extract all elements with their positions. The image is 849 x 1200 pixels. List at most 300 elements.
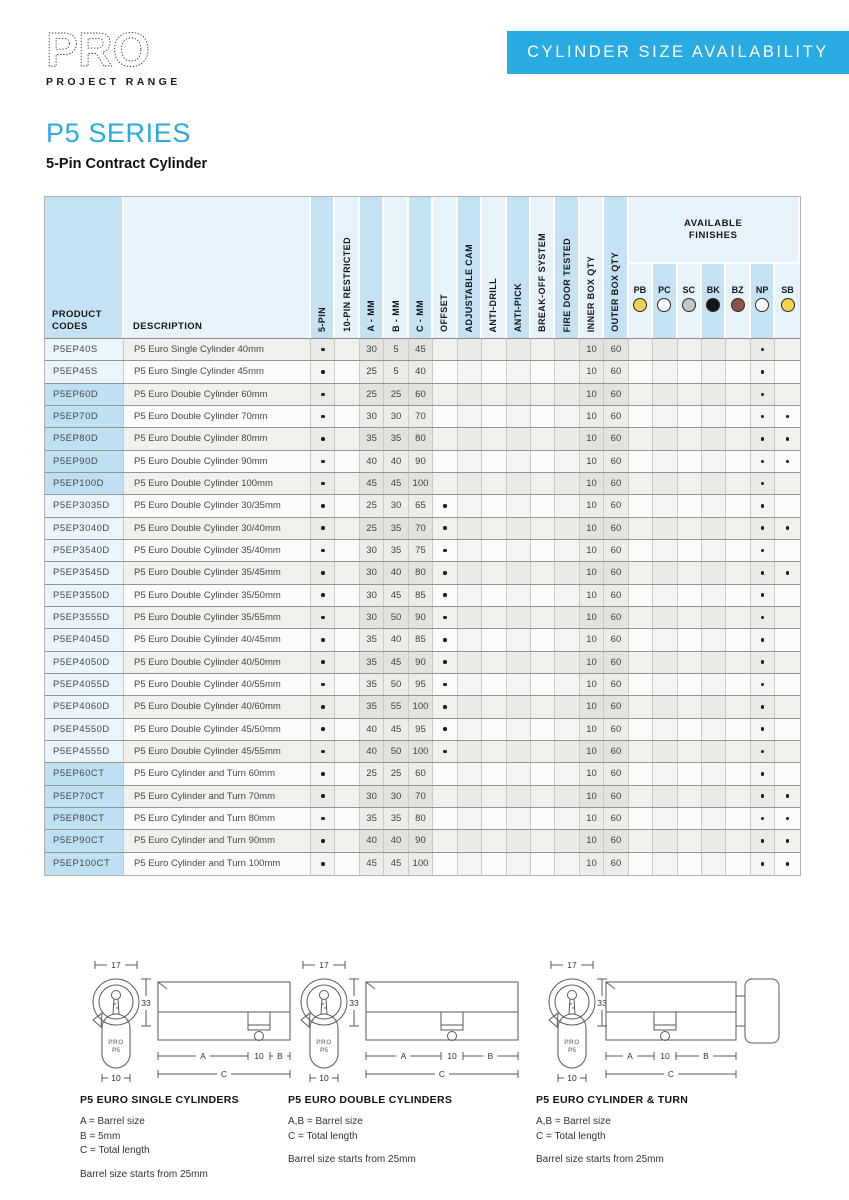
anti_pick-cell	[507, 473, 531, 494]
finish-cell-PB	[629, 585, 653, 606]
svg-text:P5: P5	[112, 1047, 120, 1054]
finish-cell-NP	[751, 451, 775, 472]
product-code-cell: P5EP4550D	[45, 719, 124, 740]
a-cell: 30	[360, 406, 384, 427]
feature-dot	[321, 727, 325, 731]
description-cell: P5 Euro Double Cylinder 45/55mm	[124, 741, 311, 762]
c-cell: 85	[409, 629, 433, 650]
finish-cell-PC	[653, 518, 677, 539]
finish-cell-SB	[775, 853, 799, 875]
adj_cam-cell	[458, 763, 482, 784]
finish-cell-BK	[702, 562, 726, 583]
dim-right: B	[703, 1051, 709, 1061]
finish-dot	[761, 504, 765, 508]
inner-cell: 10	[580, 808, 604, 829]
finish-header-SB	[775, 264, 799, 338]
offset-cell	[433, 361, 457, 382]
finish-cell-NP	[751, 406, 775, 427]
five_pin-cell	[311, 830, 335, 851]
dim-total: C	[220, 1069, 228, 1079]
column-header-label: BREAK-OFF SYSTEM	[537, 233, 548, 332]
finish-cell-SC	[678, 473, 702, 494]
finish-cell-SC	[678, 339, 702, 360]
feature-dot	[443, 616, 447, 620]
available-finishes-header	[629, 197, 800, 264]
adj_cam-cell	[458, 719, 482, 740]
anti_pick-cell	[507, 540, 531, 561]
inner-cell: 10	[580, 384, 604, 405]
five_pin-cell	[311, 629, 335, 650]
ten_pin-cell	[335, 562, 359, 583]
b-cell: 50	[384, 674, 408, 695]
inner-cell: 10	[580, 629, 604, 650]
finish-cell-SB	[775, 585, 799, 606]
finish-cell-NP	[751, 339, 775, 360]
finish-cell-NP	[751, 384, 775, 405]
ten_pin-cell	[335, 607, 359, 628]
finish-cell-SB	[775, 830, 799, 851]
dim-face-depth: 10	[111, 1073, 121, 1083]
finish-cell-PC	[653, 384, 677, 405]
product-code-cell: P5EP4045D	[45, 629, 124, 650]
b-cell: 45	[384, 719, 408, 740]
finish-cell-SB	[775, 518, 799, 539]
table-row	[45, 629, 800, 651]
finish-dot	[761, 593, 765, 597]
product-code-cell: P5EP90CT	[45, 830, 124, 851]
c-cell: 60	[409, 384, 433, 405]
feature-dot	[443, 683, 447, 687]
offset-cell	[433, 786, 457, 807]
a-cell: 35	[360, 674, 384, 695]
c-cell: 80	[409, 808, 433, 829]
a-cell: 40	[360, 741, 384, 762]
column-header-ten_pin	[335, 197, 359, 338]
diagram-legend-line: C = Total length	[536, 1130, 606, 1142]
ten_pin-cell	[335, 473, 359, 494]
c-cell: 100	[409, 473, 433, 494]
svg-text:P5: P5	[320, 1047, 328, 1054]
feature-dot	[321, 616, 325, 620]
finish-cell-NP	[751, 607, 775, 628]
inner-cell: 10	[580, 406, 604, 427]
a-cell: 25	[360, 361, 384, 382]
finish-cell-SC	[678, 406, 702, 427]
anti_drill-cell	[482, 473, 506, 494]
anti_drill-cell	[482, 406, 506, 427]
five_pin-cell	[311, 719, 335, 740]
b-cell: 45	[384, 473, 408, 494]
b-cell: 35	[384, 428, 408, 449]
fire_door-cell	[555, 719, 579, 740]
outer-cell: 60	[604, 562, 628, 583]
finish-cell-PC	[653, 585, 677, 606]
finish-cell-SB	[775, 786, 799, 807]
finish-cell-BK	[702, 652, 726, 673]
finish-cell-PC	[653, 763, 677, 784]
description-cell: P5 Euro Double Cylinder 40/50mm	[124, 652, 311, 673]
description-cell: P5 Euro Double Cylinder 40/55mm	[124, 674, 311, 695]
finish-cell-BK	[702, 540, 726, 561]
finish-cell-PB	[629, 696, 653, 717]
anti_drill-cell	[482, 853, 506, 875]
dim-center: 10	[254, 1051, 264, 1061]
outer-cell: 60	[604, 495, 628, 516]
adj_cam-cell	[458, 853, 482, 875]
column-header-label: OUTER BOX QTY	[610, 252, 621, 332]
diagram-title: P5 EURO DOUBLE CYLINDERS	[288, 1094, 453, 1106]
anti_drill-cell	[482, 652, 506, 673]
five_pin-cell	[311, 696, 335, 717]
finish-dot	[761, 482, 765, 486]
anti_drill-cell	[482, 585, 506, 606]
finish-swatch-NP	[755, 298, 769, 312]
offset-cell	[433, 428, 457, 449]
anti_pick-cell	[507, 518, 531, 539]
finish-cell-PC	[653, 495, 677, 516]
double-cylinder-drawing	[288, 956, 528, 1088]
feature-dot	[321, 593, 325, 597]
feature-dot	[443, 705, 447, 709]
finish-cell-SC	[678, 384, 702, 405]
feature-dot	[321, 705, 325, 709]
c-cell: 45	[409, 339, 433, 360]
finish-cell-NP	[751, 674, 775, 695]
finish-dot	[761, 705, 765, 709]
anti_drill-cell	[482, 763, 506, 784]
b-cell: 30	[384, 406, 408, 427]
finish-cell-BK	[702, 808, 726, 829]
finish-cell-BK	[702, 473, 726, 494]
inner-cell: 10	[580, 518, 604, 539]
offset-cell	[433, 495, 457, 516]
finish-dot	[761, 862, 765, 866]
column-header-c	[409, 197, 433, 338]
finish-cell-SC	[678, 629, 702, 650]
fire_door-cell	[555, 808, 579, 829]
anti_drill-cell	[482, 830, 506, 851]
diagram-note: Barrel size starts from 25mm	[288, 1154, 416, 1165]
product-code-cell: P5EP40S	[45, 339, 124, 360]
feature-dot	[321, 862, 325, 866]
product-code-cell: P5EP3035D	[45, 495, 124, 516]
anti_drill-cell	[482, 607, 506, 628]
feature-dot	[443, 660, 447, 664]
dim-center: 10	[447, 1051, 457, 1061]
column-header-label: C - MM	[414, 300, 425, 332]
finish-dot	[761, 460, 765, 464]
finish-cell-PC	[653, 674, 677, 695]
anti_drill-cell	[482, 451, 506, 472]
product-code-cell: P5EP80CT	[45, 808, 124, 829]
offset-cell	[433, 830, 457, 851]
finish-dot	[761, 794, 765, 798]
c-cell: 75	[409, 540, 433, 561]
finish-cell-BZ	[726, 339, 750, 360]
product-code-cell: P5EP60D	[45, 384, 124, 405]
feature-dot	[321, 504, 325, 508]
outer-cell: 60	[604, 696, 628, 717]
diagram-note: Barrel size starts from 25mm	[80, 1168, 208, 1180]
finish-cell-NP	[751, 473, 775, 494]
b-cell: 50	[384, 607, 408, 628]
outer-cell: 60	[604, 384, 628, 405]
offset-cell	[433, 406, 457, 427]
finish-cell-SC	[678, 585, 702, 606]
outer-cell: 60	[604, 830, 628, 851]
outer-cell: 60	[604, 585, 628, 606]
finish-cell-PB	[629, 674, 653, 695]
break_off-cell	[531, 607, 555, 628]
finish-dot	[761, 817, 765, 821]
table-row	[45, 540, 800, 562]
adj_cam-cell	[458, 540, 482, 561]
break_off-cell	[531, 428, 555, 449]
finish-cell-BK	[702, 741, 726, 762]
table-row	[45, 361, 800, 383]
anti_drill-cell	[482, 540, 506, 561]
column-header-fire_door	[555, 197, 579, 338]
finish-swatch-PC	[657, 298, 671, 312]
a-cell: 45	[360, 853, 384, 875]
table-row	[45, 763, 800, 785]
column-header-a	[360, 197, 384, 338]
ten_pin-cell	[335, 384, 359, 405]
finish-cell-SB	[775, 361, 799, 382]
break_off-cell	[531, 786, 555, 807]
finish-dot	[786, 862, 790, 866]
dim-face-height: 33	[597, 998, 607, 1008]
five_pin-cell	[311, 674, 335, 695]
dim-face-depth: 10	[567, 1073, 577, 1083]
anti_pick-cell	[507, 652, 531, 673]
table-row	[45, 741, 800, 763]
adj_cam-cell	[458, 451, 482, 472]
break_off-cell	[531, 339, 555, 360]
feature-dot	[443, 504, 447, 508]
finish-code-label: NP	[755, 285, 769, 295]
product-code-cell: P5EP4555D	[45, 741, 124, 762]
ten_pin-cell	[335, 540, 359, 561]
finish-cell-SB	[775, 473, 799, 494]
spec-table	[44, 196, 801, 876]
feature-dot	[443, 750, 447, 754]
finish-cell-SC	[678, 719, 702, 740]
table-row	[45, 786, 800, 808]
break_off-cell	[531, 830, 555, 851]
anti_pick-cell	[507, 361, 531, 382]
five_pin-cell	[311, 406, 335, 427]
b-cell: 45	[384, 652, 408, 673]
column-header-five_pin	[311, 197, 335, 338]
finish-cell-PB	[629, 562, 653, 583]
finish-cell-BZ	[726, 451, 750, 472]
fire_door-cell	[555, 451, 579, 472]
anti_pick-cell	[507, 339, 531, 360]
finish-cell-SB	[775, 674, 799, 695]
finish-cell-SB	[775, 451, 799, 472]
finish-dot	[761, 660, 765, 664]
finish-cell-NP	[751, 741, 775, 762]
finish-cell-SC	[678, 763, 702, 784]
finish-swatch-SC	[682, 298, 696, 312]
outer-cell: 60	[604, 719, 628, 740]
break_off-cell	[531, 495, 555, 516]
finish-cell-SC	[678, 696, 702, 717]
dim-face-depth: 10	[319, 1073, 329, 1083]
inner-cell: 10	[580, 853, 604, 875]
finish-cell-PC	[653, 786, 677, 807]
finish-cell-NP	[751, 786, 775, 807]
five_pin-cell	[311, 384, 335, 405]
finish-cell-PB	[629, 607, 653, 628]
adj_cam-cell	[458, 808, 482, 829]
product-code-cell: P5EP100CT	[45, 853, 124, 875]
fire_door-cell	[555, 786, 579, 807]
table-row	[45, 495, 800, 517]
feature-dot	[443, 638, 447, 642]
break_off-cell	[531, 361, 555, 382]
finish-cell-SB	[775, 406, 799, 427]
fire_door-cell	[555, 406, 579, 427]
dim-right: B	[487, 1051, 494, 1061]
inner-cell: 10	[580, 473, 604, 494]
finish-cell-NP	[751, 361, 775, 382]
column-header-label: 10-PIN RESTRICTED	[341, 237, 352, 332]
finish-cell-PC	[653, 361, 677, 382]
finish-cell-BK	[702, 428, 726, 449]
b-cell: 40	[384, 562, 408, 583]
inner-cell: 10	[580, 495, 604, 516]
offset-cell	[433, 674, 457, 695]
anti_pick-cell	[507, 719, 531, 740]
inner-cell: 10	[580, 830, 604, 851]
c-cell: 80	[409, 562, 433, 583]
feature-dot	[321, 660, 325, 664]
feature-dot	[321, 482, 325, 486]
inner-cell: 10	[580, 674, 604, 695]
finish-cell-PB	[629, 808, 653, 829]
ten_pin-cell	[335, 652, 359, 673]
banner-title: CYLINDER SIZE AVAILABILITY	[527, 43, 829, 61]
fire_door-cell	[555, 562, 579, 583]
finish-cell-BZ	[726, 629, 750, 650]
finish-cell-SB	[775, 562, 799, 583]
finish-dot	[761, 638, 765, 642]
a-cell: 25	[360, 518, 384, 539]
description-cell: P5 Euro Single Cylinder 40mm	[124, 339, 311, 360]
adj_cam-cell	[458, 741, 482, 762]
five_pin-cell	[311, 808, 335, 829]
feature-dot	[321, 772, 325, 776]
adj_cam-cell	[458, 629, 482, 650]
table-row	[45, 518, 800, 540]
column-header-label: INNER BOX QTY	[586, 255, 597, 332]
finish-dot	[786, 794, 790, 798]
column-header-label: ANTI-PICK	[512, 282, 523, 332]
anti_drill-cell	[482, 339, 506, 360]
inner-cell: 10	[580, 562, 604, 583]
finish-cell-BZ	[726, 719, 750, 740]
c-cell: 80	[409, 428, 433, 449]
dim-face-width: 17	[319, 960, 329, 970]
finish-dot	[761, 839, 765, 843]
diagram-legend	[80, 1115, 300, 1159]
finish-cell-PB	[629, 428, 653, 449]
finish-dot	[761, 750, 765, 754]
finish-cell-NP	[751, 540, 775, 561]
product-code-cell: P5EP3550D	[45, 585, 124, 606]
inner-cell: 10	[580, 652, 604, 673]
a-cell: 40	[360, 830, 384, 851]
dim-face-height: 33	[349, 998, 359, 1008]
b-cell: 25	[384, 763, 408, 784]
break_off-cell	[531, 406, 555, 427]
a-cell: 35	[360, 428, 384, 449]
description-cell: P5 Euro Double Cylinder 80mm	[124, 428, 311, 449]
fire_door-cell	[555, 763, 579, 784]
finish-cell-BK	[702, 361, 726, 382]
table-row	[45, 384, 800, 406]
break_off-cell	[531, 763, 555, 784]
finish-cell-PB	[629, 629, 653, 650]
table-row	[45, 652, 800, 674]
finish-cell-BK	[702, 629, 726, 650]
finish-cell-SC	[678, 808, 702, 829]
diagram-legend-line: A = Barrel size	[80, 1116, 145, 1127]
anti_pick-cell	[507, 808, 531, 829]
inner-cell: 10	[580, 361, 604, 382]
offset-cell	[433, 629, 457, 650]
finish-dot	[786, 839, 790, 843]
c-cell: 95	[409, 674, 433, 695]
product-code-cell: P5EP4060D	[45, 696, 124, 717]
dim-face-width: 17	[111, 960, 121, 970]
diagram-single	[80, 956, 300, 1180]
diagram-legend-line: B = 5mm	[80, 1130, 121, 1142]
table-row	[45, 853, 800, 875]
description-cell: P5 Euro Double Cylinder 35/55mm	[124, 607, 311, 628]
ten_pin-cell	[335, 786, 359, 807]
outer-cell: 60	[604, 451, 628, 472]
finish-dot	[761, 415, 765, 419]
finish-dot	[761, 772, 765, 776]
finish-cell-PB	[629, 540, 653, 561]
b-cell: 5	[384, 361, 408, 382]
fire_door-cell	[555, 629, 579, 650]
c-cell: 100	[409, 696, 433, 717]
five_pin-cell	[311, 652, 335, 673]
finish-cell-NP	[751, 585, 775, 606]
fire_door-cell	[555, 830, 579, 851]
finish-cell-BZ	[726, 473, 750, 494]
finish-cell-PB	[629, 741, 653, 762]
product-code-cell: P5EP100D	[45, 473, 124, 494]
finish-cell-NP	[751, 562, 775, 583]
fire_door-cell	[555, 674, 579, 695]
fire_door-cell	[555, 607, 579, 628]
c-cell: 70	[409, 406, 433, 427]
description-cell: P5 Euro Double Cylinder 30/35mm	[124, 495, 311, 516]
feature-dot	[443, 727, 447, 731]
break_off-cell	[531, 384, 555, 405]
finish-dot	[786, 437, 790, 441]
finish-cell-SB	[775, 719, 799, 740]
c-cell: 70	[409, 518, 433, 539]
fire_door-cell	[555, 741, 579, 762]
anti_pick-cell	[507, 763, 531, 784]
diagram-legend	[288, 1115, 523, 1144]
